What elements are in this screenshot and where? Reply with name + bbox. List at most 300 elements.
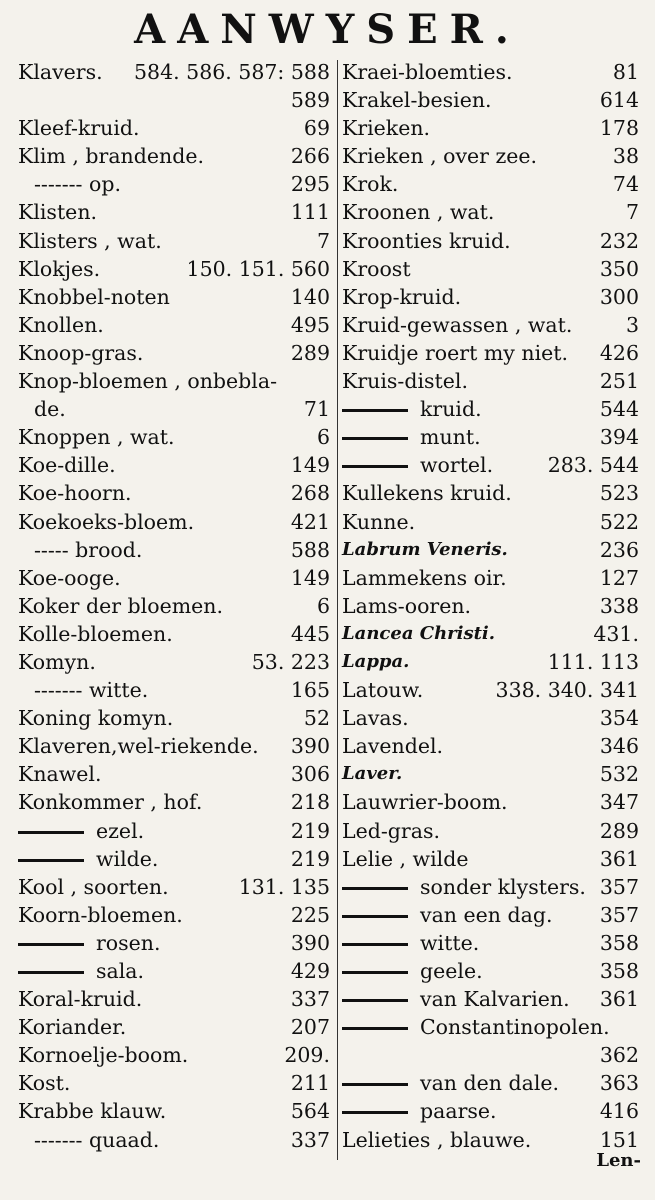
entry-term-text: Lelie , wilde bbox=[342, 846, 469, 871]
index-entry bbox=[18, 901, 330, 929]
entry-term bbox=[342, 86, 492, 114]
entry-term bbox=[342, 564, 507, 592]
entry-term-text: Lavendel. bbox=[342, 734, 444, 759]
entry-term bbox=[18, 845, 158, 873]
entry-term bbox=[18, 339, 143, 367]
entry-page-numbers: 416 bbox=[599, 1099, 639, 1124]
entry-page-numbers: 584. 586. 587: 588 bbox=[133, 60, 330, 84]
entry-term-text: paarse. bbox=[420, 1099, 497, 1124]
entry-term bbox=[342, 985, 570, 1013]
entry-page-numbers: 225 bbox=[290, 902, 330, 927]
entry-term bbox=[18, 901, 183, 929]
entry-term bbox=[18, 873, 169, 901]
entry-page-numbers: 523 bbox=[599, 481, 639, 506]
index-entry bbox=[18, 508, 330, 536]
entry-page-numbers: 589 bbox=[290, 88, 330, 113]
entry-term-text: ------- witte. bbox=[34, 678, 149, 703]
index-entry bbox=[18, 1097, 330, 1125]
entry-page-numbers: 347 bbox=[599, 790, 639, 815]
entry-page-numbers: 211 bbox=[290, 1071, 330, 1096]
entry-term-text: ------- quaad. bbox=[34, 1127, 160, 1152]
index-entry bbox=[18, 1069, 330, 1097]
entry-page-numbers: 232 bbox=[599, 228, 639, 253]
entry-term-text: geele. bbox=[420, 959, 483, 983]
entry-term-text: Koorn-bloemen. bbox=[18, 902, 183, 927]
entry-term-text: Laver. bbox=[342, 763, 403, 785]
entry-term bbox=[18, 1069, 70, 1097]
index-entry bbox=[342, 901, 639, 929]
entry-page-numbers: 289 bbox=[599, 818, 639, 843]
ditto-rule bbox=[342, 943, 408, 946]
index-entry bbox=[342, 255, 639, 283]
entry-term-text: de. bbox=[34, 397, 66, 422]
index-entry bbox=[18, 592, 330, 620]
entry-page-numbers: 346 bbox=[599, 734, 639, 759]
entry-page-numbers: 431. bbox=[593, 621, 639, 646]
entry-term-text: wilde. bbox=[96, 846, 159, 871]
index-entry bbox=[342, 198, 639, 226]
ditto-rule bbox=[342, 465, 408, 468]
entry-page-numbers: 532 bbox=[599, 762, 639, 787]
entry-term-text: Lappa. bbox=[342, 650, 410, 672]
entry-term bbox=[18, 592, 223, 620]
index-entry bbox=[18, 170, 330, 198]
ditto-rule bbox=[342, 1027, 408, 1030]
entry-page-numbers: 74 bbox=[612, 172, 639, 197]
entry-term-text: Kraei-bloemties. bbox=[342, 60, 513, 84]
entry-page-numbers: 283. 544 bbox=[547, 453, 639, 478]
entry-term bbox=[342, 957, 483, 985]
index-entry bbox=[18, 648, 330, 676]
index-entry bbox=[18, 283, 330, 311]
entry-term bbox=[34, 1126, 159, 1154]
index-entry bbox=[342, 985, 639, 1013]
index-entry bbox=[342, 311, 639, 339]
entry-term bbox=[342, 58, 513, 86]
entry-page-numbers: 149 bbox=[290, 453, 330, 478]
entry-term bbox=[18, 957, 144, 985]
index-entry bbox=[342, 283, 639, 311]
entry-page-numbers: 614 bbox=[599, 88, 639, 113]
entry-page-numbers: 127 bbox=[599, 565, 639, 590]
entry-term bbox=[18, 423, 175, 451]
entry-term bbox=[342, 114, 430, 142]
entry-term bbox=[18, 648, 96, 676]
entry-term bbox=[18, 142, 204, 170]
entry-term bbox=[18, 58, 103, 86]
index-entry bbox=[18, 1013, 330, 1041]
index-entry bbox=[342, 929, 639, 957]
entry-term bbox=[342, 760, 402, 788]
ditto-rule bbox=[342, 887, 408, 890]
entry-term bbox=[18, 620, 173, 648]
entry-term-text: Koriander. bbox=[18, 1015, 127, 1040]
entry-term bbox=[18, 760, 102, 788]
entry-term-text: Latouw. bbox=[342, 678, 424, 703]
index-entry bbox=[342, 1041, 639, 1069]
index-entry bbox=[18, 817, 330, 845]
entry-term-text: Knoop-gras. bbox=[18, 340, 144, 365]
entry-term bbox=[18, 227, 162, 255]
entry-page-numbers: 564 bbox=[290, 1099, 330, 1124]
index-entry bbox=[342, 620, 639, 648]
entry-page-numbers: 7 bbox=[625, 200, 639, 225]
entry-term bbox=[342, 479, 512, 507]
entry-page-numbers: 131. 135 bbox=[238, 874, 330, 899]
index-entry bbox=[18, 929, 330, 957]
entry-page-numbers: 445 bbox=[290, 621, 330, 646]
entry-page-numbers: 361 bbox=[599, 846, 639, 871]
entry-term bbox=[342, 873, 586, 901]
index-entry bbox=[18, 395, 330, 423]
entry-page-numbers: 3 bbox=[625, 312, 639, 337]
entry-term-text: Kruidje roert my niet. bbox=[342, 340, 569, 365]
entry-term-text: Klokjes. bbox=[18, 256, 101, 281]
entry-page-numbers: 337 bbox=[290, 1127, 330, 1152]
ditto-rule bbox=[342, 1111, 408, 1114]
entry-page-numbers: 219 bbox=[290, 846, 330, 871]
entry-term bbox=[342, 367, 468, 395]
entry-page-numbers: 337 bbox=[290, 987, 330, 1012]
entry-term-text: Klisten. bbox=[18, 200, 98, 225]
entry-term-text: Klaveren,wel-riekende. bbox=[18, 734, 259, 759]
index-entry bbox=[342, 873, 639, 901]
entry-page-numbers: 358 bbox=[599, 959, 639, 983]
entry-term bbox=[34, 395, 66, 423]
entry-page-numbers: 69 bbox=[303, 116, 330, 141]
entry-term-text: Lammekens oir. bbox=[342, 565, 507, 590]
entry-term-text: Knollen. bbox=[18, 312, 104, 337]
index-entry bbox=[18, 564, 330, 592]
entry-page-numbers: 140 bbox=[290, 284, 330, 309]
entry-page-numbers: 295 bbox=[290, 172, 330, 197]
index-entry bbox=[342, 1013, 639, 1041]
index-entry bbox=[342, 648, 639, 676]
catchword: Len- bbox=[596, 1150, 641, 1171]
ditto-rule bbox=[18, 943, 84, 946]
entry-page-numbers: 522 bbox=[599, 509, 639, 534]
ditto-rule bbox=[342, 999, 408, 1002]
entry-term-text: Krieken. bbox=[342, 116, 431, 141]
entry-term-text: sala. bbox=[96, 959, 145, 983]
entry-page-numbers: 362 bbox=[599, 1043, 639, 1068]
entry-term-text: Krop-kruid. bbox=[342, 284, 462, 309]
entry-page-numbers: 363 bbox=[599, 1071, 639, 1096]
entry-term-text: Kruid-gewassen , wat. bbox=[342, 312, 573, 337]
entry-term bbox=[34, 676, 148, 704]
entry-term bbox=[342, 170, 398, 198]
entry-term bbox=[342, 592, 471, 620]
entry-page-numbers: 426 bbox=[599, 340, 639, 365]
index-entry bbox=[342, 760, 639, 788]
entry-page-numbers: 358 bbox=[599, 930, 639, 955]
entry-term-text: Kornoelje-boom. bbox=[18, 1043, 189, 1068]
entry-page-numbers: 251 bbox=[599, 369, 639, 394]
entry-term bbox=[18, 704, 173, 732]
index-entry bbox=[18, 479, 330, 507]
entry-term bbox=[342, 817, 440, 845]
entry-term-text: Labrum Veneris. bbox=[342, 538, 508, 560]
entry-term-text: Kroonties kruid. bbox=[342, 228, 511, 253]
entry-page-numbers: 429 bbox=[290, 959, 330, 983]
entry-term-text: Lams-ooren. bbox=[342, 593, 472, 618]
entry-term bbox=[342, 198, 494, 226]
entry-term-text: Kullekens kruid. bbox=[342, 481, 512, 506]
entry-term-text: van Kalvarien. bbox=[420, 987, 570, 1012]
index-entry bbox=[342, 592, 639, 620]
index-entry bbox=[18, 1126, 330, 1154]
index-entry bbox=[342, 423, 639, 451]
entry-term bbox=[342, 395, 482, 423]
entry-term-text: Koral-kruid. bbox=[18, 987, 143, 1012]
entry-term-text: Krabbe klauw. bbox=[18, 1099, 167, 1124]
entry-term bbox=[342, 676, 423, 704]
index-entry bbox=[18, 227, 330, 255]
entry-term-text: ----- brood. bbox=[34, 537, 143, 562]
entry-term bbox=[342, 901, 553, 929]
index-entry bbox=[342, 395, 639, 423]
entry-term-text: Koe-dille. bbox=[18, 453, 116, 478]
entry-term bbox=[342, 788, 508, 816]
entry-term-text: Knobbel-noten bbox=[18, 284, 170, 309]
index-entry bbox=[342, 508, 639, 536]
entry-page-numbers: 165 bbox=[290, 678, 330, 703]
entry-term-text: rosen. bbox=[96, 930, 161, 955]
entry-page-numbers: 150. 151. 560 bbox=[186, 256, 330, 281]
entry-term bbox=[342, 311, 572, 339]
index-entry bbox=[342, 676, 639, 704]
index-entry bbox=[18, 367, 330, 395]
entry-term-text: Koning komyn. bbox=[18, 706, 174, 731]
index-entry bbox=[18, 142, 330, 170]
column-divider bbox=[337, 60, 338, 1160]
entry-term bbox=[342, 508, 415, 536]
entry-page-numbers: 53. 223 bbox=[251, 649, 330, 674]
index-entry bbox=[18, 788, 330, 816]
entry-term-text: munt. bbox=[420, 425, 481, 450]
entry-term bbox=[18, 788, 202, 816]
entry-term bbox=[342, 1069, 559, 1097]
entry-page-numbers: 207 bbox=[290, 1015, 330, 1040]
entry-term bbox=[18, 508, 194, 536]
entry-page-numbers: 354 bbox=[599, 706, 639, 731]
entry-term bbox=[18, 1013, 126, 1041]
entry-term bbox=[342, 620, 495, 648]
entry-term bbox=[342, 1097, 497, 1125]
entry-term bbox=[18, 255, 100, 283]
entry-term-text: Klim , brandende. bbox=[18, 144, 204, 169]
ditto-rule bbox=[18, 971, 84, 974]
entry-page-numbers: 6 bbox=[316, 593, 330, 618]
entry-term bbox=[18, 817, 144, 845]
entry-term bbox=[342, 255, 411, 283]
entry-page-numbers: 266 bbox=[290, 144, 330, 169]
entry-term bbox=[18, 198, 97, 226]
entry-term-text: Komyn. bbox=[18, 649, 96, 674]
index-entry bbox=[18, 957, 330, 985]
entry-term-text: Kroonen , wat. bbox=[342, 200, 495, 225]
entry-page-numbers: 495 bbox=[290, 312, 330, 337]
entry-page-numbers: 151 bbox=[599, 1127, 639, 1152]
index-entry bbox=[342, 114, 639, 142]
entry-page-numbers: 394 bbox=[599, 425, 639, 450]
entry-term bbox=[18, 283, 170, 311]
entry-term bbox=[18, 985, 142, 1013]
entry-page-numbers: 357 bbox=[599, 902, 639, 927]
index-entry bbox=[18, 114, 330, 142]
entry-term-text: ------- op. bbox=[34, 172, 121, 197]
index-entry bbox=[342, 1126, 639, 1154]
entry-term bbox=[342, 845, 468, 873]
index-entry bbox=[18, 1041, 330, 1069]
index-entry bbox=[18, 760, 330, 788]
page-title: AANWYSER. bbox=[134, 6, 521, 53]
index-entry bbox=[342, 704, 639, 732]
entry-term-text: Koe-ooge. bbox=[18, 565, 121, 590]
index-entry bbox=[18, 704, 330, 732]
entry-term bbox=[342, 1013, 610, 1041]
entry-page-numbers: 52 bbox=[303, 706, 330, 731]
entry-term-text: Kolle-bloemen. bbox=[18, 621, 173, 646]
entry-term-text: Lavas. bbox=[342, 706, 409, 731]
index-entry bbox=[342, 1069, 639, 1097]
index-entry bbox=[342, 536, 639, 564]
index-entry bbox=[18, 423, 330, 451]
ditto-rule bbox=[342, 409, 408, 412]
entry-page-numbers: 149 bbox=[290, 565, 330, 590]
entry-term bbox=[34, 170, 121, 198]
entry-term-text: Konkommer , hof. bbox=[18, 790, 203, 815]
entry-term bbox=[18, 1097, 166, 1125]
entry-page-numbers: 588 bbox=[290, 537, 330, 562]
right-index-column bbox=[342, 58, 639, 1154]
entry-page-numbers: 219 bbox=[290, 818, 330, 843]
entry-page-numbers: 268 bbox=[290, 481, 330, 506]
index-entry bbox=[18, 451, 330, 479]
entry-term bbox=[342, 142, 537, 170]
entry-term-text: Klavers. bbox=[18, 60, 103, 84]
entry-term bbox=[342, 732, 443, 760]
entry-term bbox=[342, 423, 481, 451]
entry-page-numbers: 544 bbox=[599, 397, 639, 422]
entry-term bbox=[342, 648, 409, 676]
entry-term-text: van den dale. bbox=[420, 1071, 560, 1096]
entry-term-text: Klisters , wat. bbox=[18, 228, 162, 253]
ditto-rule bbox=[18, 859, 84, 862]
entry-term bbox=[342, 339, 568, 367]
index-entry bbox=[18, 198, 330, 226]
index-entry bbox=[342, 227, 639, 255]
entry-page-numbers: 357 bbox=[599, 874, 639, 899]
index-entry bbox=[342, 957, 639, 985]
index-entry bbox=[342, 339, 639, 367]
entry-term-text: witte. bbox=[420, 930, 480, 955]
index-entry bbox=[342, 58, 639, 86]
ditto-rule bbox=[18, 831, 84, 834]
entry-page-numbers: 421 bbox=[290, 509, 330, 534]
index-entry bbox=[342, 142, 639, 170]
index-entry bbox=[342, 170, 639, 198]
entry-page-numbers: 361 bbox=[599, 987, 639, 1012]
entry-term bbox=[342, 451, 493, 479]
index-entry bbox=[342, 788, 639, 816]
entry-term-text: Led-gras. bbox=[342, 818, 440, 843]
index-entry bbox=[18, 845, 330, 873]
ditto-rule bbox=[342, 915, 408, 918]
index-entry bbox=[342, 367, 639, 395]
ditto-rule bbox=[342, 971, 408, 974]
entry-term bbox=[18, 1041, 188, 1069]
entry-term bbox=[342, 227, 511, 255]
entry-term bbox=[342, 1126, 531, 1154]
entry-page-numbers: 71 bbox=[303, 397, 330, 422]
entry-term-text: Koekoeks-bloem. bbox=[18, 509, 195, 534]
entry-term bbox=[18, 929, 161, 957]
index-entry bbox=[18, 732, 330, 760]
entry-term-text: Kroost bbox=[342, 256, 411, 281]
left-index-column bbox=[18, 58, 330, 1154]
entry-page-numbers: 338 bbox=[599, 593, 639, 618]
entry-term-text: wortel. bbox=[420, 453, 494, 478]
entry-term-text: kruid. bbox=[420, 397, 482, 422]
entry-page-numbers: 218 bbox=[290, 790, 330, 815]
entry-term bbox=[342, 929, 479, 957]
index-entry bbox=[18, 536, 330, 564]
entry-term bbox=[18, 564, 121, 592]
index-entry bbox=[342, 1097, 639, 1125]
entry-term-text: ezel. bbox=[96, 818, 145, 843]
entry-term-text: Kruis-distel. bbox=[342, 369, 468, 394]
ditto-rule bbox=[342, 1083, 408, 1086]
entry-page-numbers: 81 bbox=[612, 60, 639, 84]
entry-term-text: Knop-bloemen , onbebla- bbox=[18, 369, 278, 394]
entry-term-text: Krieken , over zee. bbox=[342, 144, 538, 169]
index-entry bbox=[342, 817, 639, 845]
entry-term-text: Lauwrier-boom. bbox=[342, 790, 508, 815]
index-entry bbox=[18, 620, 330, 648]
index-entry bbox=[342, 86, 639, 114]
index-entry bbox=[18, 985, 330, 1013]
index-entry bbox=[342, 564, 639, 592]
index-entry bbox=[18, 86, 330, 114]
entry-page-numbers: 300 bbox=[599, 284, 639, 309]
entry-term-text: Knawel. bbox=[18, 762, 102, 787]
entry-page-numbers: 6 bbox=[316, 425, 330, 450]
entry-term bbox=[18, 311, 104, 339]
entry-page-numbers: 38 bbox=[612, 144, 639, 169]
entry-term-text: Krok. bbox=[342, 172, 399, 197]
entry-term bbox=[342, 283, 461, 311]
entry-term-text: Koker der bloemen. bbox=[18, 593, 223, 618]
entry-term-text: Kool , soorten. bbox=[18, 874, 169, 899]
index-entry bbox=[18, 58, 330, 86]
entry-term-text: van een dag. bbox=[420, 902, 553, 927]
index-entry bbox=[18, 873, 330, 901]
entry-page-numbers: 350 bbox=[599, 256, 639, 281]
entry-term-text: Lelieties , blauwe. bbox=[342, 1127, 532, 1152]
ditto-rule bbox=[342, 437, 408, 440]
entry-term-text: Krakel-besien. bbox=[342, 88, 492, 113]
entry-term bbox=[18, 367, 277, 395]
entry-term-text: sonder klysters. bbox=[420, 874, 586, 899]
index-entry bbox=[342, 845, 639, 873]
index-entry bbox=[342, 732, 639, 760]
index-entry bbox=[18, 339, 330, 367]
index-entry bbox=[342, 451, 639, 479]
entry-page-numbers: 111. 113 bbox=[547, 649, 639, 674]
entry-term bbox=[342, 536, 508, 564]
entry-page-numbers: 338. 340. 341 bbox=[495, 678, 639, 703]
